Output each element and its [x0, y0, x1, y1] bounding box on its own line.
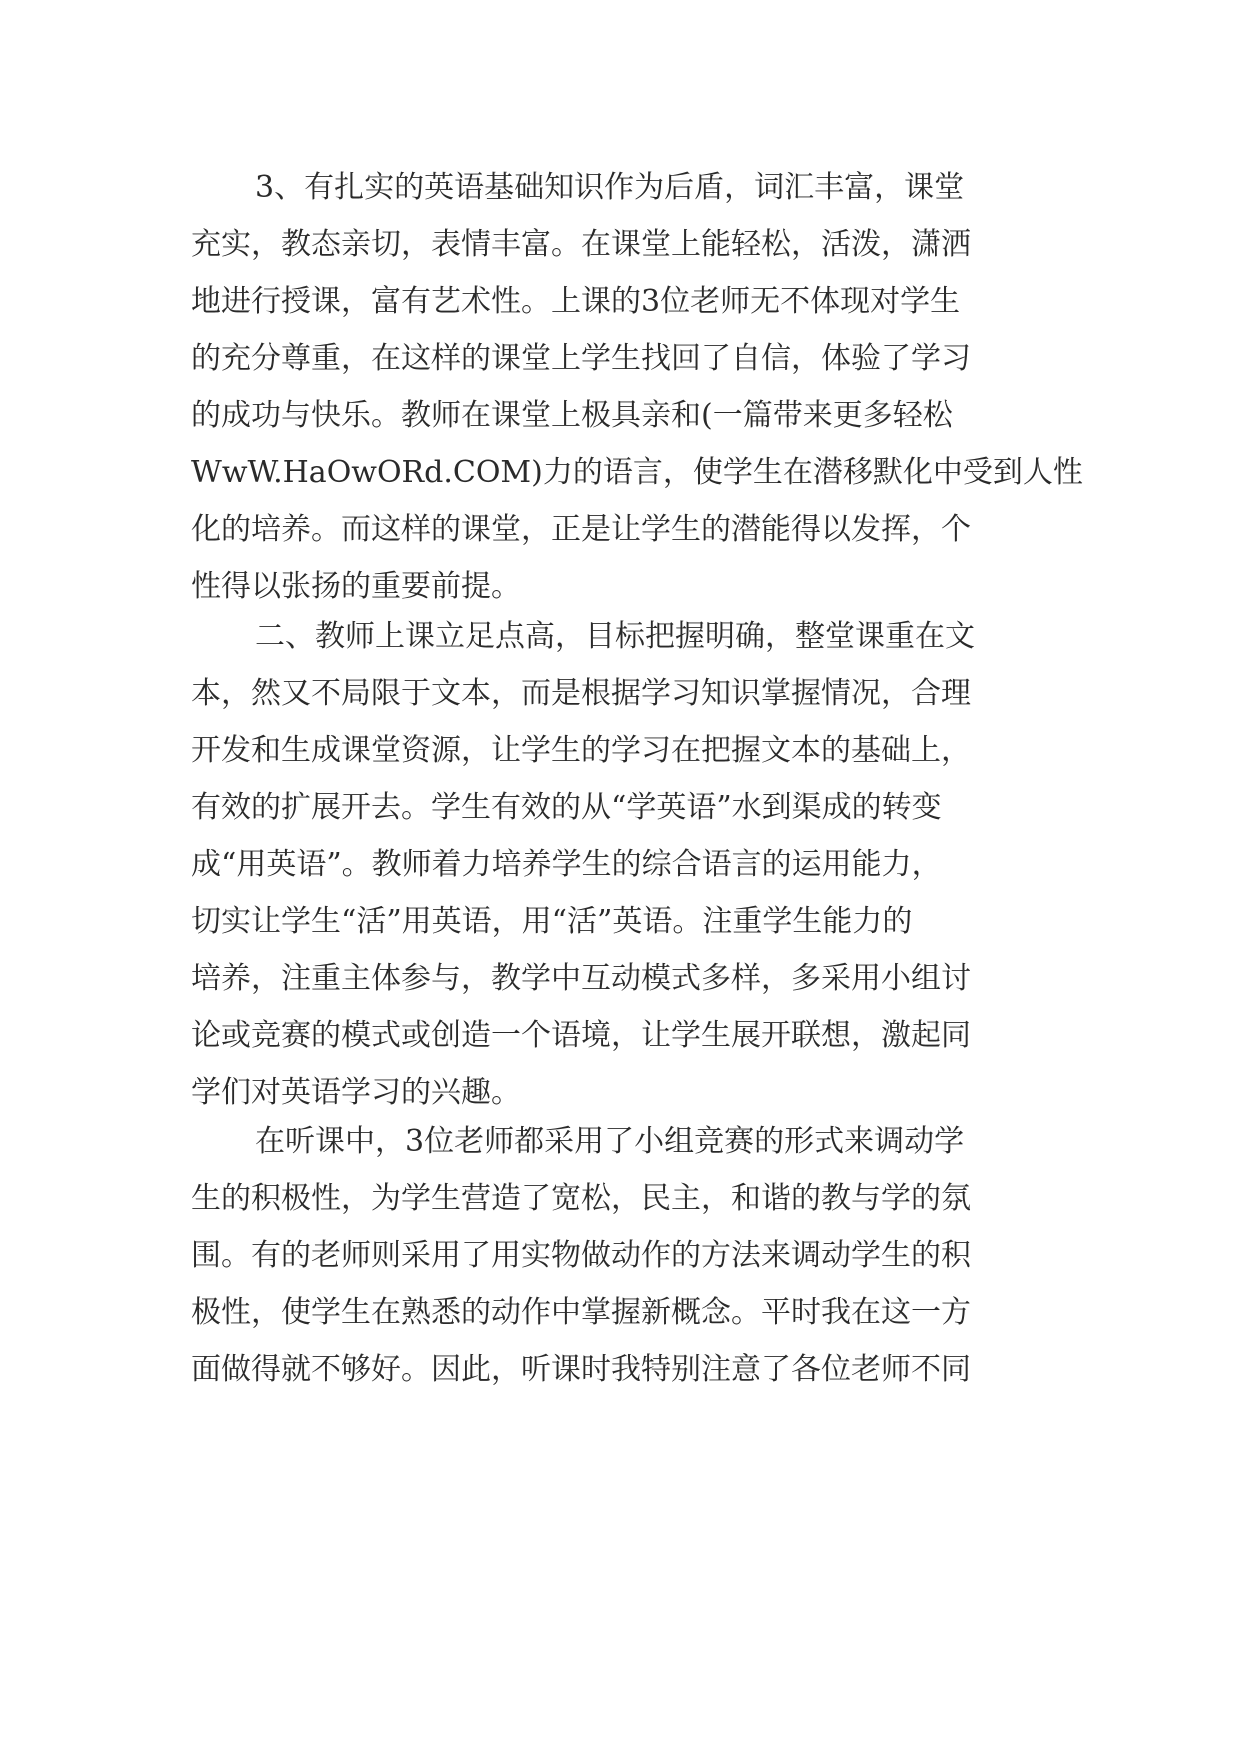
text-line: 围。有的老师则采用了用实物做动作的方法来调动学生的积 — [191, 1238, 971, 1273]
text-line: 成“用英语”。教师着力培养学生的综合语言的运用能力， — [191, 847, 942, 882]
text-line: 学们对英语学习的兴趣。 — [191, 1075, 521, 1110]
text-line: 面做得就不够好。因此，听课时我特别注意了各位老师不同 — [191, 1352, 971, 1387]
text-line: WwW.HaOwORd.COM)力的语言，使学生在潜移默化中受到人性 — [191, 455, 1083, 490]
text-line: 充实，教态亲切，表情丰富。在课堂上能轻松，活泼，潇洒 — [191, 227, 971, 262]
paragraph-group-competition — [191, 1113, 1051, 1398]
text-line: 极性，使学生在熟悉的动作中掌握新概念。平时我在这一方 — [191, 1295, 971, 1330]
paragraph-teacher-qualities — [191, 159, 1083, 615]
text-line: 本，然又不局限于文本，而是根据学习知识掌握情况，合理 — [191, 676, 971, 711]
text-line: 切实让学生“活”用英语，用“活”英语。注重学生能力的 — [191, 904, 913, 939]
text-line: 论或竞赛的模式或创造一个语境，让学生展开联想，激起同 — [191, 1018, 971, 1053]
text-line: 的成功与快乐。教师在课堂上极具亲和(一篇带来更多轻松 — [191, 398, 953, 433]
paragraph-lesson-goals — [191, 608, 1051, 1121]
text-line: 性得以张扬的重要前提。 — [191, 569, 521, 604]
text-line: 生的积极性，为学生营造了宽松，民主，和谐的教与学的氛 — [191, 1181, 971, 1216]
text-line: 化的培养。而这样的课堂，正是让学生的潜能得以发挥，个 — [191, 512, 971, 547]
text-line: 3、有扎实的英语基础知识作为后盾，词汇丰富，课堂 — [255, 170, 965, 205]
text-line: 培养，注重主体参与，教学中互动模式多样，多采用小组讨 — [191, 961, 971, 996]
text-line: 的充分尊重，在这样的课堂上学生找回了自信，体验了学习 — [191, 341, 971, 376]
text-line: 有效的扩展开去。学生有效的从“学英语”水到渠成的转变 — [191, 790, 942, 825]
text-line: 开发和生成课堂资源，让学生的学习在把握文本的基础上， — [191, 733, 971, 768]
text-line: 在听课中，3位老师都采用了小组竞赛的形式来调动学 — [255, 1124, 965, 1159]
text-line: 地进行授课，富有艺术性。上课的3位老师无不体现对学生 — [191, 284, 961, 319]
text-line: 二、教师上课立足点高，目标把握明确，整堂课重在文 — [255, 619, 975, 654]
